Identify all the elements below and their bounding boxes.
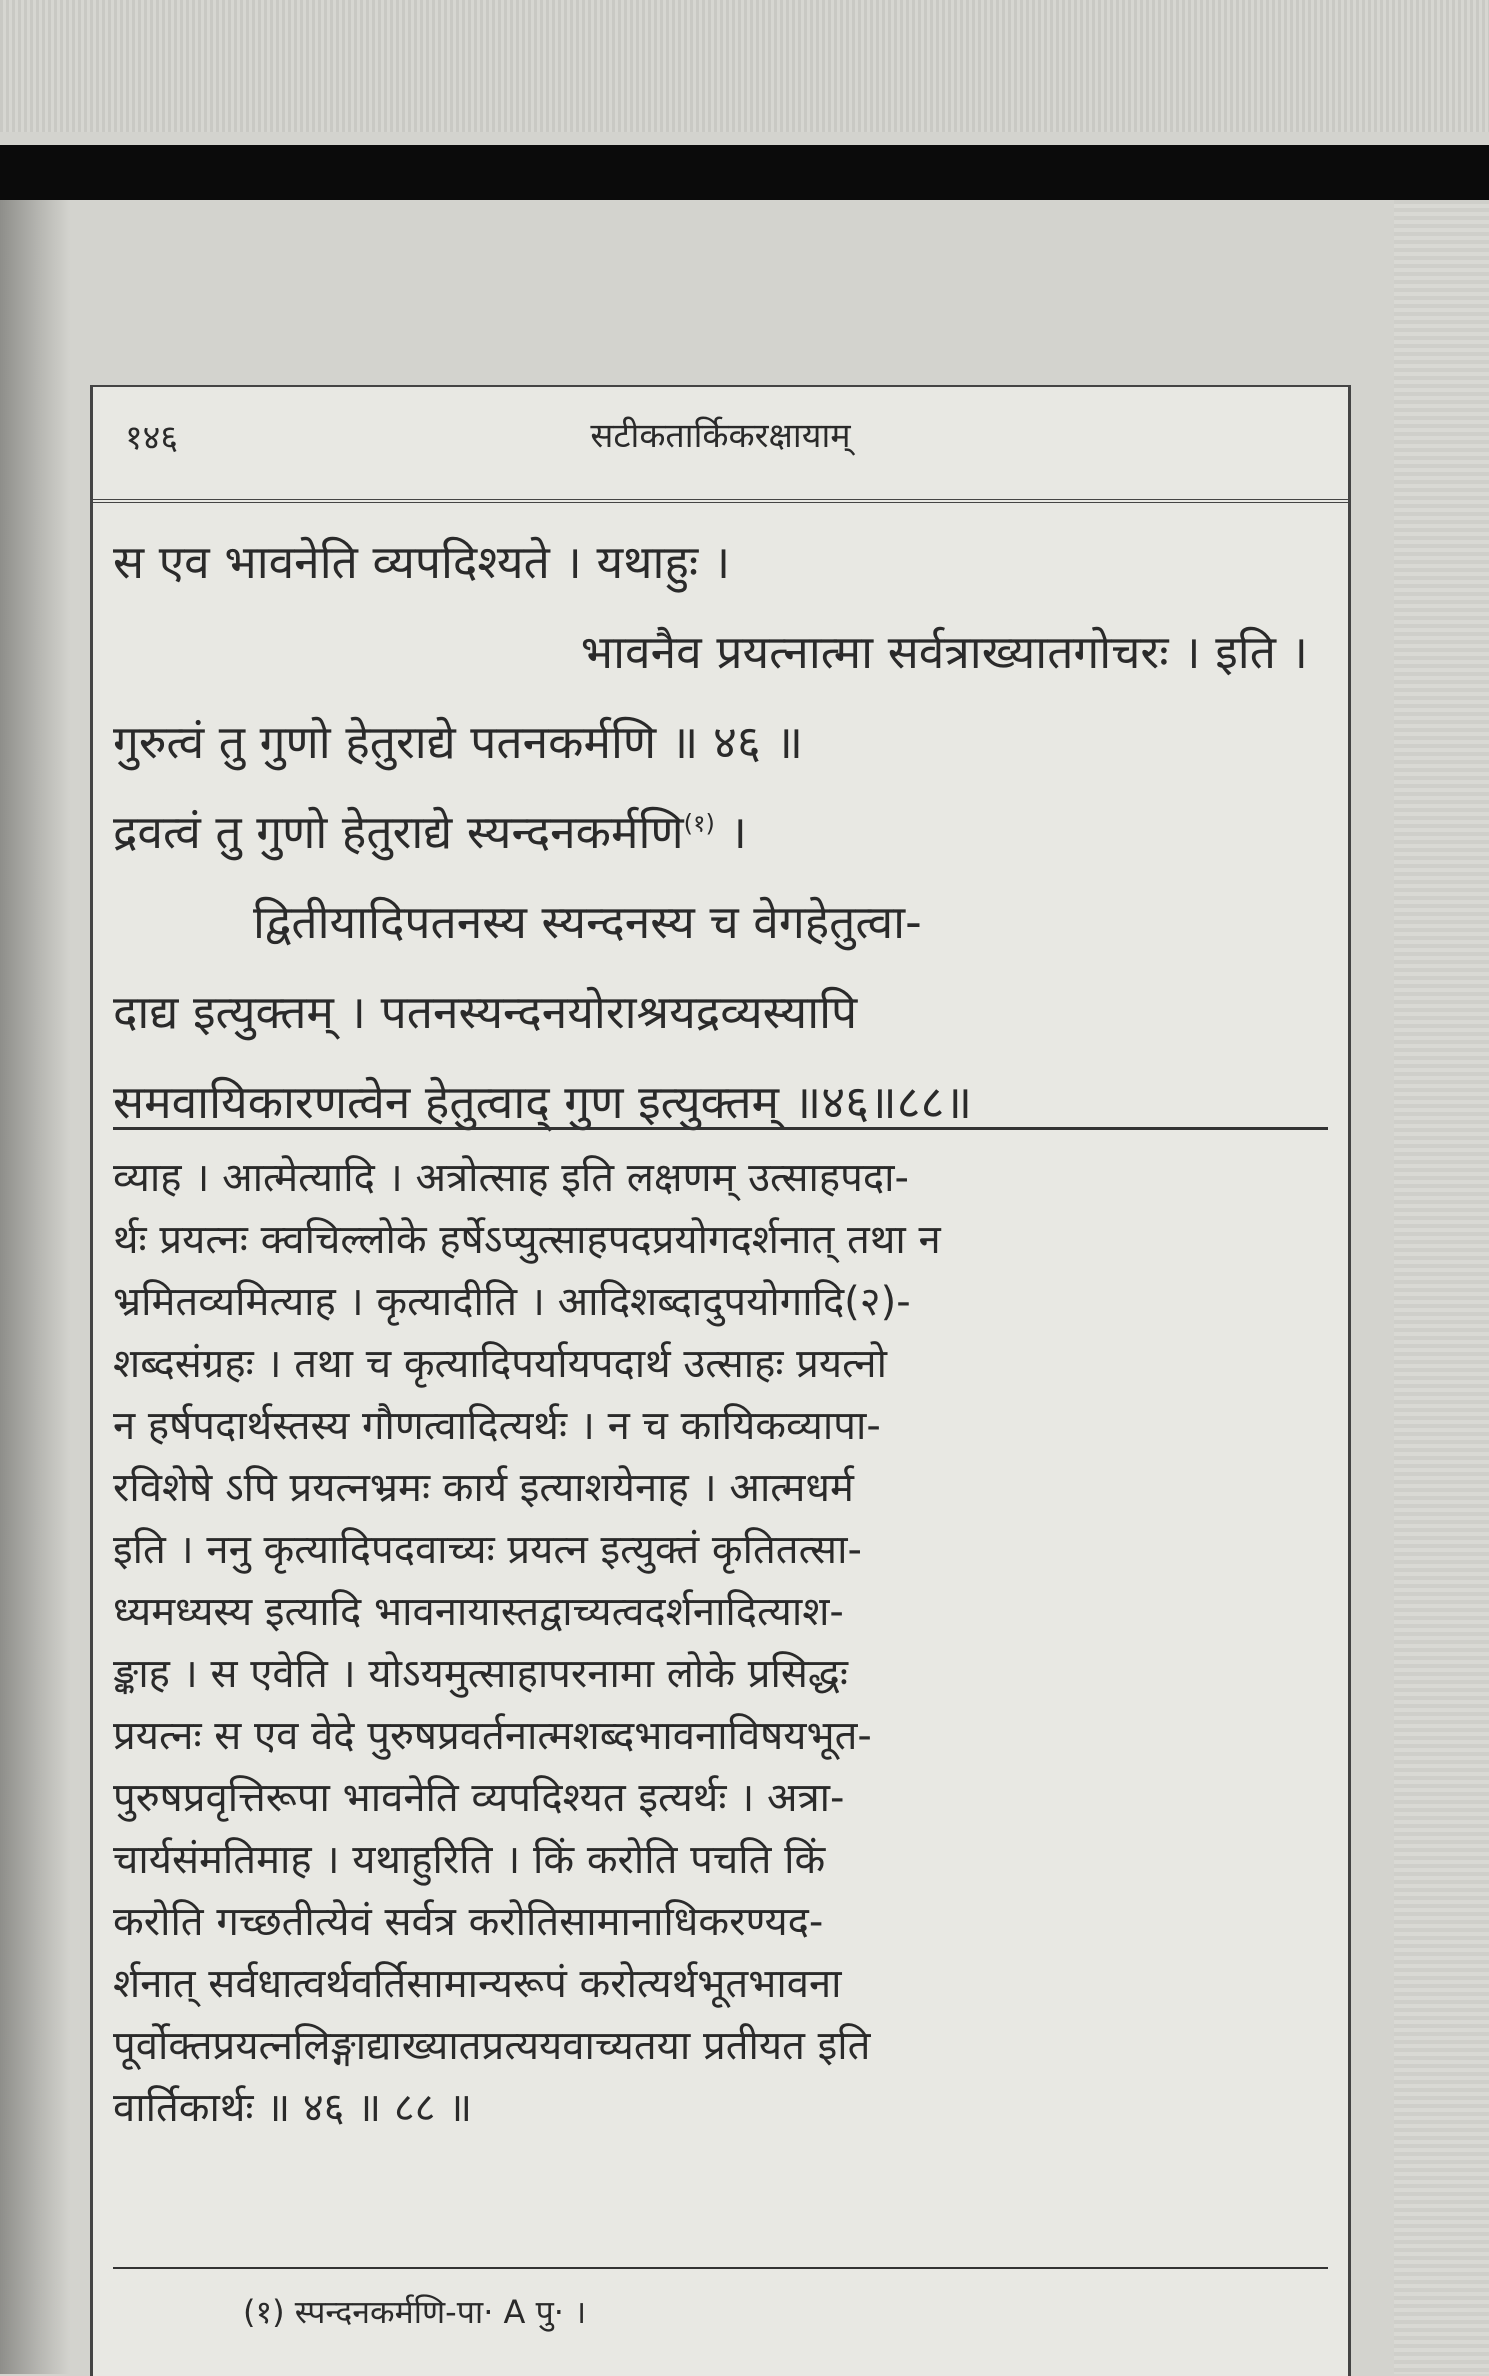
footnote: (१) स्पन्दनकर्मणि-पा· A पु· । (243, 2293, 587, 2331)
commentary-line: वार्तिकार्थः ॥ ४६ ॥ ८८ ॥ (113, 2085, 473, 2131)
verse-text: द्रवत्वं तु गुणो हेतुराद्ये स्यन्दनकर्मणि (113, 805, 684, 859)
commentary-line: पुरुषप्रवृत्तिरूपा भावनेति व्यपदिश्यत इत्यर्थः । अत्रा- (113, 1775, 845, 1821)
scan-left-shadow (0, 200, 70, 2374)
section-divider (113, 1127, 1328, 1130)
scan-right-margin (1394, 200, 1489, 2374)
footnote-divider (113, 2267, 1328, 2269)
verse-line: दाद्य इत्युक्तम् । पतनस्यन्दनयोराश्रयद्रव्यस्यापि (113, 985, 858, 1039)
commentary-line: चार्यसंमतिमाह । यथाहुरिति । किं करोति पचति किं (113, 1837, 826, 1883)
commentary-line: इति । ननु कृत्यादिपदवाच्यः प्रयत्न इत्युक्तं कृतितत्सा- (113, 1527, 862, 1573)
verse-line (113, 787, 1328, 877)
verse-line: द्वितीयादिपतनस्य स्यन्दनस्य च वेगहेतुत्वा- (253, 895, 922, 949)
running-title: सटीकतार्किकरक्षायाम् (590, 416, 851, 456)
commentary-block (113, 1147, 1328, 2139)
verse-danda: । (729, 805, 747, 859)
commentary-line: प्रयत्नः स एव वेदे पुरुषप्रवर्तनात्मशब्दभावनाविषयभूत- (113, 1713, 872, 1759)
scan-dark-band (0, 145, 1489, 200)
commentary-line: र्शनात् सर्वधात्वर्थवर्तिसामान्यरूपं करोत्यर्थभूतभावना (113, 1961, 842, 2007)
verse-line: गुरुत्वं तु गुणो हेतुराद्ये पतनकर्मणि ॥ ४६ ॥ (113, 715, 804, 769)
commentary-line: र्थः प्रयत्नः क्वचिल्लोके हर्षेऽप्युत्साहपदप्रयोगदर्शनात् तथा न (113, 1217, 941, 1263)
verse-line: भावनैव प्रयत्नात्मा सर्वत्राख्यातगोचरः । इति । (580, 625, 1308, 679)
scan-top-margin (0, 0, 1489, 132)
commentary-line: व्याह । आत्मेत्यादि । अत्रोत्साह इति लक्षणम् उत्साहपदा- (113, 1155, 909, 1201)
commentary-line: करोति गच्छतीत्येवं सर्वत्र करोतिसामानाधिकरण्यद- (113, 1899, 824, 1945)
commentary-line: शब्दसंग्रहः । तथा च कृत्यादिपर्यायपदार्थ उत्साहः प्रयत्नो (113, 1341, 887, 1387)
commentary-line: न हर्षपदार्थस्तस्य गौणत्वादित्यर्थः । न च कायिकव्यापा- (113, 1403, 881, 1449)
page-number: १४६ (125, 418, 179, 458)
footnote-marker: (१) (683, 809, 715, 838)
commentary-line: पूर्वोक्तप्रयत्नलिङ्गाद्याख्यातप्रत्ययवाच्यतया प्रतीयत इति (113, 2023, 871, 2069)
page-header (93, 387, 1348, 503)
book-page (90, 385, 1351, 2376)
verse-block (113, 517, 1328, 1137)
verse-line: स एव भावनेति व्यपदिश्यते । यथाहुः । (113, 535, 731, 589)
commentary-line: भ्रमितव्यमित्याह । कृत्यादीति । आदिशब्दादुपयोगादि(२)- (113, 1279, 911, 1325)
commentary-line: ङ्काह । स एवेति । योऽयमुत्साहापरनामा लोके प्रसिद्धः (113, 1651, 848, 1697)
verse-line: समवायिकारणत्वेन हेतुत्वाद् गुण इत्युक्तम् ॥४६॥८८॥ (113, 1075, 973, 1129)
commentary-line: ध्यमध्यस्य इत्यादि भावनायास्तद्वाच्यत्वदर्शनादित्याश- (113, 1589, 844, 1635)
commentary-line: रविशेषे ऽपि प्रयत्नभ्रमः कार्य इत्याशयेनाह । आत्मधर्म (113, 1465, 854, 1511)
